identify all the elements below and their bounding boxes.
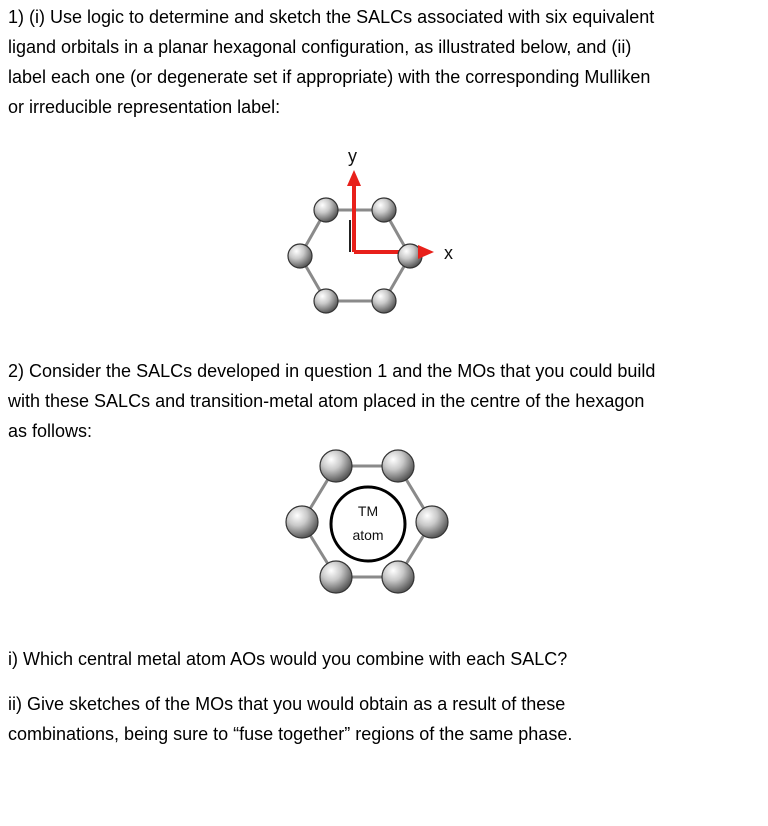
ligand-atom bbox=[314, 198, 338, 222]
question-2i-text bbox=[8, 644, 748, 674]
ligand-atom bbox=[314, 289, 338, 313]
question-2ii-line: combinations, being sure to “fuse together” regions of the same phase. bbox=[8, 724, 573, 744]
hexagon-tm-figure bbox=[0, 448, 768, 608]
tm-label-line1: TM bbox=[357, 503, 379, 519]
ligand-atom bbox=[416, 506, 448, 538]
question-1-line: or irreducible representation label: bbox=[8, 97, 281, 117]
question-1-text bbox=[8, 2, 748, 122]
ligand-atom bbox=[372, 198, 396, 222]
question-2i-line: i) Which central metal atom AOs would you combine with each SALC? bbox=[8, 649, 568, 669]
x-arrow-head bbox=[418, 245, 434, 259]
ligand-atom bbox=[382, 561, 414, 593]
ligand-atom bbox=[320, 561, 352, 593]
x-axis-label: x bbox=[444, 243, 453, 263]
ligand-atom bbox=[372, 289, 396, 313]
question-1-line: 1) (i) Use logic to determine and sketch the SALCs associated with six equivalent bbox=[8, 7, 655, 27]
tm-label-line2: atom bbox=[352, 527, 384, 543]
question-2-line: as follows: bbox=[8, 421, 93, 441]
question-2-text bbox=[8, 356, 748, 446]
y-axis-label: y bbox=[348, 146, 357, 166]
question-2-line: 2) Consider the SALCs developed in question 1 and the MOs that you could build bbox=[8, 361, 656, 381]
tm-atom-circle bbox=[331, 487, 405, 561]
question-2-line: with these SALCs and transition-metal atom placed in the centre of the hexagon bbox=[8, 391, 645, 411]
question-2ii-line: ii) Give sketches of the MOs that you would obtain as a result of these bbox=[8, 694, 566, 714]
ligand-atom bbox=[286, 506, 318, 538]
ligand-atoms bbox=[288, 198, 396, 313]
ligand-atom bbox=[320, 450, 352, 482]
question-1-line: label each one (or degenerate set if appropriate) with the corresponding Mulliken bbox=[8, 67, 651, 87]
ligand-atom bbox=[382, 450, 414, 482]
hexagon-ligand-figure bbox=[0, 140, 768, 340]
question-2ii-text bbox=[8, 689, 748, 749]
ligand-atom bbox=[288, 244, 312, 268]
question-1-line: ligand orbitals in a planar hexagonal configuration, as illustrated below, and (ii) bbox=[8, 37, 632, 57]
y-arrow-head bbox=[347, 170, 361, 186]
